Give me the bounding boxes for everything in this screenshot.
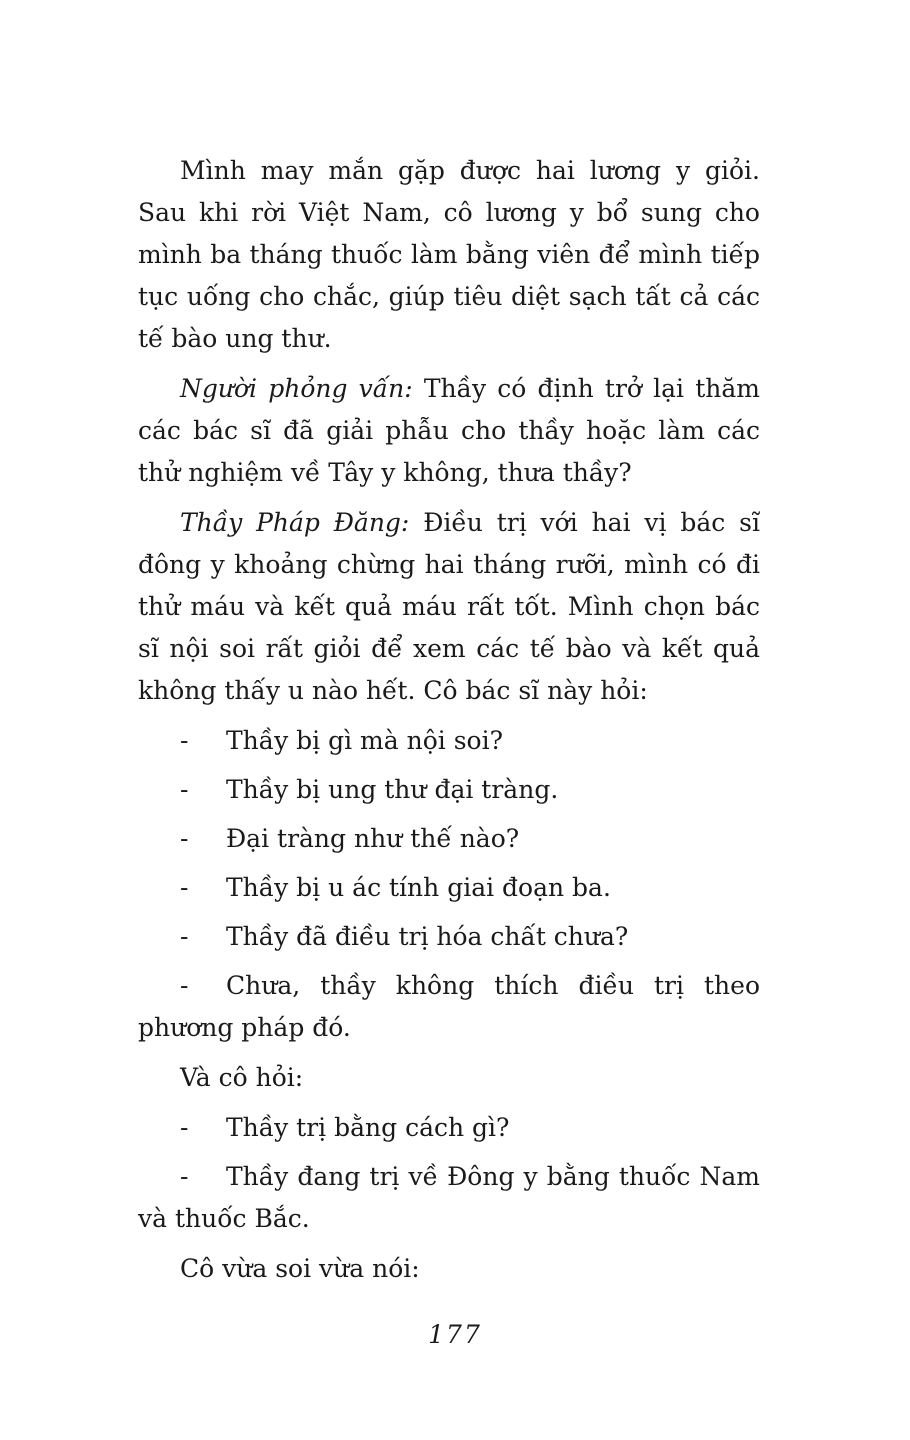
page-number: 177 (428, 1320, 482, 1349)
dialogue-line (138, 818, 760, 860)
dialogue-dash: - (180, 873, 189, 902)
dialogue-text: Chưa, thầy không thích điều trị theo phương pháp đó. (138, 971, 760, 1042)
dialogue-paragraph (138, 965, 760, 1049)
speaker-label: Thầy Pháp Đăng: (180, 508, 410, 537)
paragraph-1: Mình may mắn gặp được hai lương y giỏi. Sau khi rời Việt Nam, cô lương y bổ sung cho mình ba tháng thuốc làm bằng viên để mình tiếp tục uống cho chắc, giúp tiêu diệt sạch tất cả các tế bào ung thư. (138, 156, 760, 353)
dialogue-text: Thầy bị gì mà nội soi? (226, 726, 503, 755)
dialogue-paragraph (138, 1156, 760, 1240)
paragraph-interviewer (138, 368, 760, 494)
dialogue-dash: - (180, 922, 189, 951)
dialogue-dash: - (180, 1162, 189, 1191)
dialogue-text: Thầy bị ung thư đại tràng. (226, 775, 559, 804)
dialogue-line (138, 1107, 760, 1149)
dialogue-line (138, 720, 760, 762)
dialogue-line (138, 769, 760, 811)
dialogue-dash: - (180, 726, 189, 755)
paragraph-teacher (138, 502, 760, 712)
dialogue-dash: - (180, 971, 189, 1000)
dialogue-line (138, 867, 760, 909)
dialogue-text: Thầy đang trị về Đông y bằng thuốc Nam và thuốc Bắc. (138, 1162, 760, 1233)
dialogue-text: Đại tràng như thế nào? (226, 824, 520, 853)
paragraph-text: Thầy có định trở lại thăm các bác sĩ đã giải phẫu cho thầy hoặc làm các thử nghiệm về Tây y không, thưa thầy? (138, 374, 761, 487)
dialogue-line (138, 916, 760, 958)
dialogue-dash: - (180, 775, 189, 804)
dialogue-text: Thầy đã điều trị hóa chất chưa? (226, 922, 629, 951)
paragraph-text: Điều trị với hai vị bác sĩ đông y khoảng chừng hai tháng rưỡi, mình có đi thử máu và kết quả máu rất tốt. Mình chọn bác sĩ nội soi rất giỏi để xem các tế bào và kết quả không thấy u nào hết. Cô bác sĩ này hỏi: (138, 508, 760, 705)
dialogue-text: Thầy bị u ác tính giai đoạn ba. (226, 873, 611, 902)
page-body (138, 150, 760, 1290)
speaker-label: Người phỏng vấn: (180, 374, 413, 403)
dialogue-dash: - (180, 1113, 189, 1142)
dialogue-dash: - (180, 824, 189, 853)
paragraph-narration: Cô vừa soi vừa nói: (180, 1254, 420, 1283)
dialogue-text: Thầy trị bằng cách gì? (226, 1113, 510, 1142)
paragraph-narration: Và cô hỏi: (180, 1063, 304, 1092)
